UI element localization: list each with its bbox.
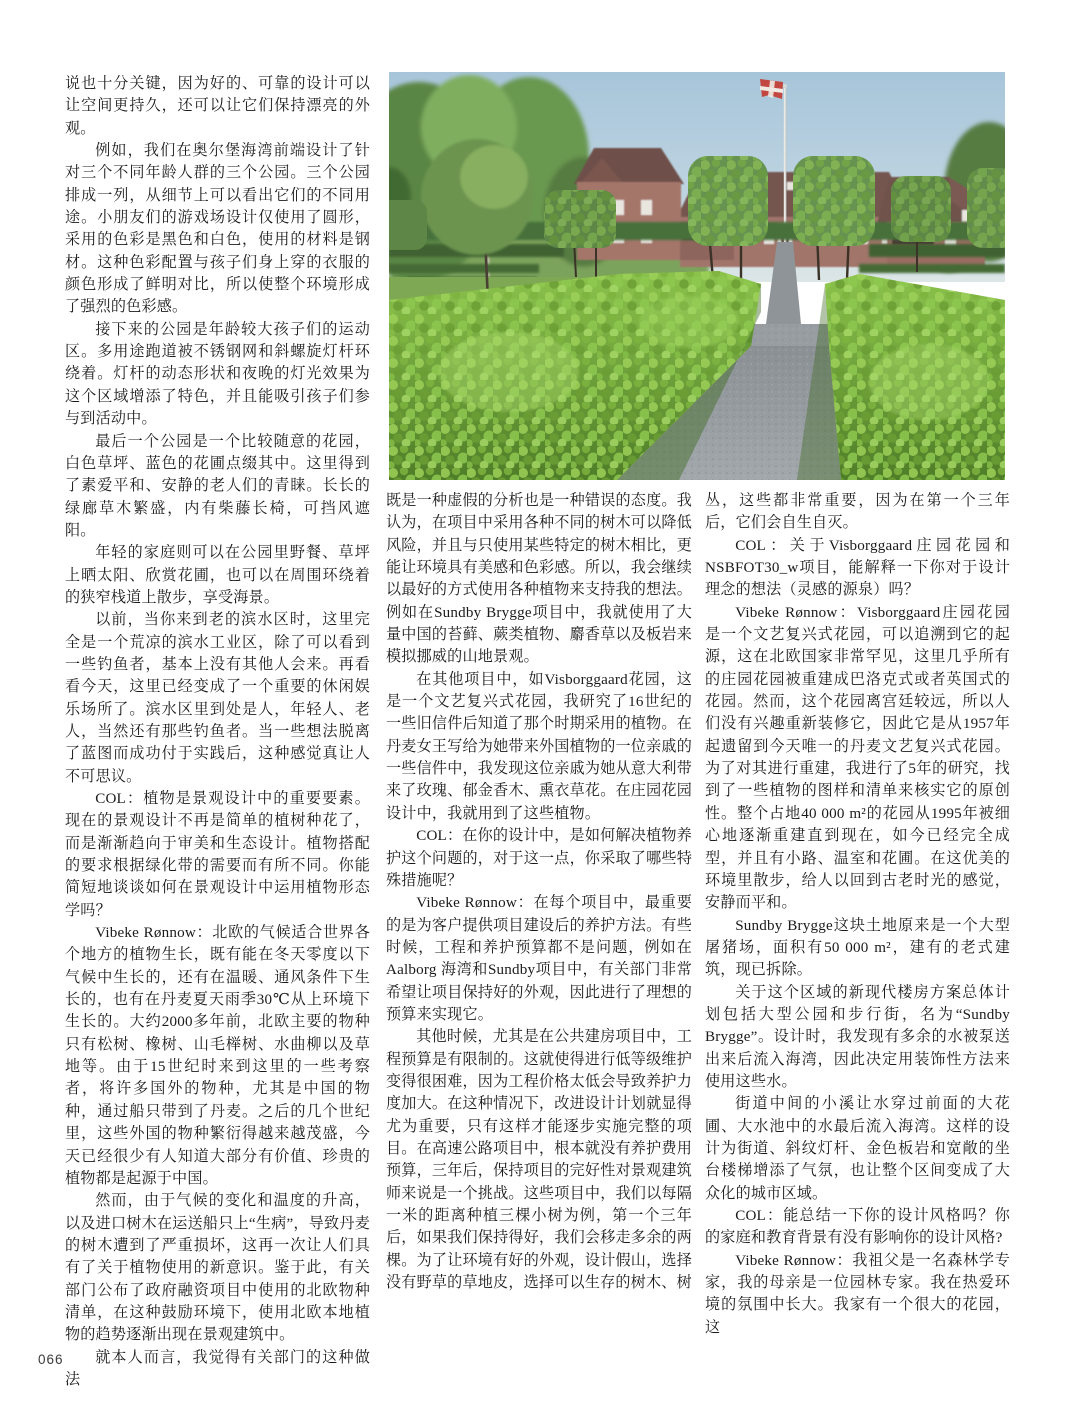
paragraph: 例如，我们在奥尔堡海湾前端设计了针对三个不同年龄人群的三个公园。三个公园排成一列，从细节上可以看出它们的不同用途。小朋友们的游戏场设计仅使用了圆形，采用的色彩是黑色和白色，使用的材料是钢材。这种色彩配置与孩子们身上穿的衣服的颜色形成了鲜明对比，所以使整个环境形成了强烈的色彩感。	[65, 143, 370, 316]
paragraph: 街道中间的小溪让水穿过前面的大花圃、大水池中的水最后流入海湾。这样的设计为街道、斜纹灯杆、金色板岩和宽敞的坐台楼梯增添了气氛，也让整个区间变成了大众化的城市区域。	[705, 1096, 1010, 1202]
paragraph-question: COL：关于Visborggaard庄园花园和NSBFOT30_w项目，能解释一下你对于设计理念的想法（灵感的源泉）吗？	[705, 537, 1010, 599]
page-number: 066	[38, 1352, 64, 1367]
paragraph: 最后一个公园是一个比较随意的花园，白色草坪、蓝色的花圃点缀其中。这里得到了素爱平和、安静的老人们的青睐。长长的绿廊草木繁盛，内有柴藤长椅，可挡风遮阳。	[65, 433, 370, 539]
paragraph-question: COL：在你的设计中，是如何解决植物养护这个问题的，对于这一点，你采取了哪些特殊措施呢？	[386, 828, 692, 889]
paragraph: 年轻的家庭则可以在公园里野餐、草坪上晒太阳、欣赏花圃，也可以在周围环绕着的狭窄栈道上散步，享受海景。	[65, 545, 370, 606]
paragraph-answer: Vibeke Rønnow：在每个项目中，最重要的是为客户提供项目建设后的养护方法。有些时候，工程和养护预算都不是问题，例如在Aalborg 海湾和Sundby项目中，有关部门非常希望让项目保持好的外观，因此进行了理想的预算来实现它。	[386, 895, 692, 1023]
paragraph: 说也十分关键，因为好的、可靠的设计可以让空间更持久，还可以让它们保持漂亮的外观。	[65, 76, 370, 137]
paragraph: 关于这个区域的新现代楼房方案总体计划包括大型公园和步行街，名为“Sundby Brygge”。设计时，我发现有多余的水被泵送出来后流入海湾，因此决定用装饰性方法来使用这些水。	[705, 984, 1010, 1090]
paragraph: Sundby Brygge这块土地原来是一个大型屠猪场，面积有50 000 m²，建有的老式建筑，现已拆除。	[705, 917, 1010, 979]
paragraph-answer: Vibeke Rønnow：我祖父是一名森林学专家，我的母亲是一位园林专家。我在热爱环境的氛围中长大。我家有一个很大的花园，这	[705, 1252, 1010, 1336]
paragraph-question: COL：能总结一下你的设计风格吗？你的家庭和教育背景有没有影响你的设计风格?	[705, 1208, 1010, 1247]
paragraph: 其他时候，尤其是在公共建房项目中，工程预算是有限制的。这就使得进行低等级维护变得很困难，因为工程价格太低会导致养护力度加大。在这种情况下，改进设计计划就显得尤为重要，只有这样才能逐步实施完整的项目。在高速公路项目中，根本就没有养护费用预算，三年后，保持项目的完好性对景观建筑师来说是一个挑战。这些项目中，我们以每隔一米的距离种植三棵小树为例，第一个三年后，如果我们保持得好，我们会移走多余的两棵。为了让环境有好的外观，设计假山，选择没有野草的草地皮，选择可以生存的树木、树	[386, 1029, 692, 1292]
paragraph: 接下来的公园是年龄较大孩子们的运动区。多用途跑道被不锈钢网和斜螺旋灯杆环绕着。灯杆的动态形状和夜晚的灯光效果为这个区域增添了特色，并且能吸引孩子们参与到活动中。	[65, 321, 370, 428]
paragraph-answer: Vibeke Rønnow：Visborggaard庄园花园是一个文艺复兴式花园，可以追溯到它的起源，这在北欧国家非常罕见，这里几乎所有的庄园花园被重建成巴洛克式或者英国式的花园。然而，这个花园离宫廷较远，所以人们没有兴趣重新装修它，因此它是从1957年起遗留到今天唯一的丹麦文艺复兴式花园。为了对其进行重建，我进行了5年的研究，找到了一些植物的图样和清单来核实它的原创性。整个占地40 000 m²的花园从1995年被细心地逐渐重建直到现在，如今已经完全成型，并且有小路、温室和花圃。在这优美的环境里散步，给人以回到古老时光的感觉，安静而平和。	[705, 604, 1010, 912]
paragraph: 以前，当你来到老的滨水区时，这里完全是一个荒凉的滨水工业区，除了可以看到一些钓鱼者，基本上没有其他人会来。再看看今天，这里已经变成了一个重要的休闲娱乐场所了。滨水区里到处是人，年轻人、老人，当然还有那些钓鱼者。当一些想法脱离了蓝图而成功付于实践后，这种感觉真让人不可思议。	[65, 612, 370, 785]
text-column-middle	[386, 490, 692, 1294]
paragraph-answer: Vibeke Rønnow：北欧的气候适合世界各个地方的植物生长，既有能在冬天零度以下气候中生长的，还有在温暖、通风条件下生长的，也有在丹麦夏天雨季30℃从上环境下生长的。大约2000多年前，北欧主要的物种只有松树、橡树、山毛榉树、水曲柳以及草地等。由于15世纪时来到这里的一些考察者，将许多国外的物种，尤其是中国的物种，通过船只带到了丹麦。之后的几个世纪里，这些外国的物种繁衍得越来越茂盛，今天已经很少有人知道大部分有价值、珍贵的植物都是起源于中国。	[65, 925, 370, 1187]
paragraph: 就本人而言，我觉得有关部门的这种做法	[65, 1349, 370, 1388]
garden-photo	[389, 72, 1005, 480]
paragraph: 既是一种虚假的分析也是一种错误的态度。我认为，在项目中采用各种不同的树木可以降低风险，并且与只使用某些特定的树木相比，更能让环境具有美感和色彩感。所以，我会继续以最好的方式使用各种植物来支持我的想法。例如在Sundby Brygge项目中，我就使用了大量中国的苔藓、蕨类植物、麝香草以及板岩来模拟挪威的山地景观。	[386, 493, 692, 666]
paragraph: 然而，由于气候的变化和温度的升高，以及进口树木在运送船只上“生病”，导致丹麦的树木遭到了严重损坏，这再一次让人们具有了关于植物使用的新意识。鉴于此，有关部门公布了政府融资项目中使用的北欧物种清单，在这种鼓励环境下，使用北欧本地植物的趋势逐渐出现在景观建筑中。	[65, 1193, 370, 1344]
text-column-left	[65, 73, 370, 1391]
paragraph: 丛，这些都非常重要，因为在第一个三年后，它们会自生自灭。	[705, 493, 1010, 532]
paragraph-question: COL：植物是景观设计中的重要要素。现在的景观设计不再是简单的植树种花了，而是渐渐趋向于审美和生态设计。植物搭配的要求根据绿化带的需要而有所不同。你能简短地谈谈如何在景观设计中运用植物形态学吗？	[65, 791, 370, 919]
danish-flag	[760, 79, 783, 99]
paragraph: 在其他项目中，如Visborggaard花园，这是一个文艺复兴式花园，我研究了16世纪的一些旧信件后知道了那个时期采用的植物。在丹麦女王写给为她带来外国植物的一位亲戚的一些信件中，我发现这位亲戚为她从意大利带来了玫瑰、郁金香木、熏衣草花。在庄园花园设计中，我就用到了这些植物。	[386, 671, 692, 822]
text-column-right	[705, 490, 1010, 1339]
